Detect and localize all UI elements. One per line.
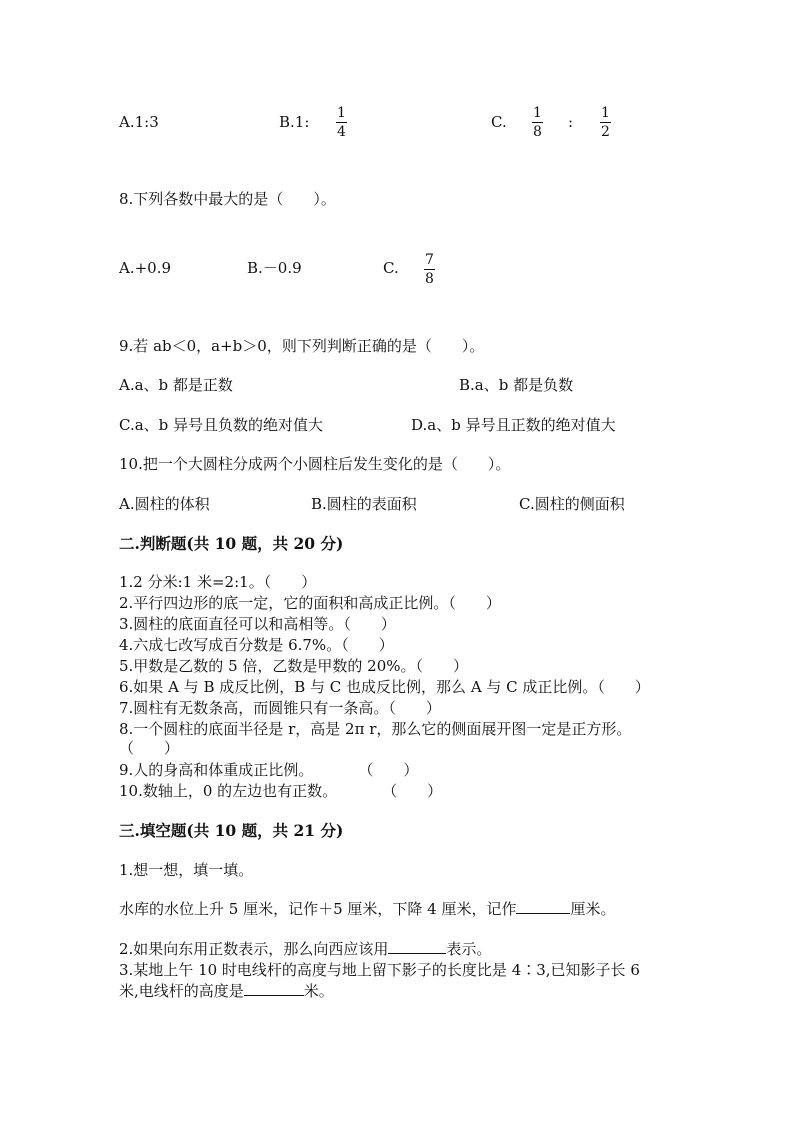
judge-item-8-continued: （ ） [119, 739, 180, 757]
fill-q1-text-before: 水库的水位上升 5 厘米，记作＋5 厘米，下降 4 厘米，记作 [119, 900, 517, 918]
q7-option-c-colon: : [568, 113, 574, 131]
q7-option-b-fraction [336, 106, 347, 139]
q8-question: 8.下列各数中最大的是（ ）。 [119, 190, 336, 208]
q9-option-a: A.a、b 都是正数 [119, 376, 233, 394]
fill-q3-line-2 [119, 984, 334, 999]
judge-item-9: 9.人的身高和体重成正比例。 （ ） [119, 761, 419, 779]
answer-blank[interactable] [516, 912, 570, 914]
section-2-heading: 二.判断题(共 10 题，共 20 分) [119, 534, 344, 553]
answer-blank[interactable] [244, 994, 304, 996]
fill-q1-title: 1.想一想，填一填。 [119, 861, 254, 879]
judge-item-2: 2.平行四边形的底一定，它的面积和高成正比例。（ ） [119, 594, 501, 612]
judge-item-5: 5.甲数是乙数的 5 倍，乙数是甲数的 20%。（ ） [119, 657, 469, 675]
q8-option-c-fraction [424, 253, 435, 286]
q8-option-b: B.－0.9 [247, 259, 302, 277]
fill-q1-line [119, 902, 616, 917]
fraction-numerator: 1 [533, 105, 542, 121]
q10-option-c: C.圆柱的侧面积 [519, 495, 625, 513]
q10-option-b: B.圆柱的表面积 [311, 495, 417, 513]
section-3-heading: 三.填空题(共 10 题，共 21 分) [119, 821, 344, 840]
q9-question: 9.若 ab＜0，a+b＞0，则下列判断正确的是（ ）。 [119, 337, 485, 355]
q10-question: 10.把一个大圆柱分成两个小圆柱后发生变化的是（ ）。 [119, 455, 511, 473]
q9-option-b: B.a、b 都是负数 [459, 376, 574, 394]
fraction-numerator: 1 [337, 105, 346, 121]
fraction-numerator: 1 [601, 105, 610, 121]
q7-option-c-fraction-1 [532, 106, 543, 139]
q7-option-c-label: C. [491, 113, 507, 131]
fill-q2-line [119, 942, 491, 957]
fill-q2-text-after: 表示。 [446, 940, 492, 958]
q8-option-c-label: C. [383, 259, 399, 277]
fraction-denominator: 8 [425, 271, 434, 287]
judge-item-4: 4.六成七改写成百分数是 6.7%。（ ） [119, 636, 394, 654]
q10-option-a: A.圆柱的体积 [119, 495, 210, 513]
q8-option-a: A.+0.9 [119, 259, 172, 277]
q7-option-c-fraction-2 [600, 106, 611, 139]
fill-q3-text-before: 米,电线杆的高度是 [119, 982, 244, 1000]
fraction-denominator: 2 [601, 124, 610, 140]
q9-option-c: C.a、b 异号且负数的绝对值大 [119, 416, 324, 434]
fill-q3-text-after: 米。 [303, 982, 334, 1000]
fraction-denominator: 8 [533, 124, 542, 140]
judge-item-6: 6.如果 A 与 B 成反比例，B 与 C 也成反比例，那么 A 与 C 成正比例。（ ） [119, 678, 650, 696]
judge-item-8: 8.一个圆柱的底面半径是 r，高是 2π r，那么它的侧面展开图一定是正方形。 [119, 720, 632, 738]
fraction-denominator: 4 [337, 124, 346, 140]
judge-item-7: 7.圆柱有无数条高，而圆锥只有一条高。（ ） [119, 699, 441, 717]
fraction-numerator: 7 [425, 252, 434, 268]
fill-q1-text-after: 厘米。 [570, 900, 616, 918]
q7-option-a: A.1:3 [119, 113, 159, 131]
judge-item-3: 3.圆柱的底面直径可以和高相等。（ ） [119, 615, 396, 633]
q9-option-d: D.a、b 异号且正数的绝对值大 [411, 416, 616, 434]
fill-q3-line-1: 3.某地上午 10 时电线杆的高度与地上留下影子的长度比是 4∶3,已知影子长 6 [119, 961, 640, 979]
q7-option-b-label: B.1: [279, 113, 310, 131]
answer-blank[interactable] [388, 952, 446, 954]
judge-item-10: 10.数轴上，0 的左边也有正数。 （ ） [119, 782, 443, 800]
fill-q2-text-before: 2.如果向东用正数表示，那么向西应该用 [119, 940, 389, 958]
judge-item-1: 1.2 分米:1 米=2:1。（ ） [119, 573, 317, 591]
